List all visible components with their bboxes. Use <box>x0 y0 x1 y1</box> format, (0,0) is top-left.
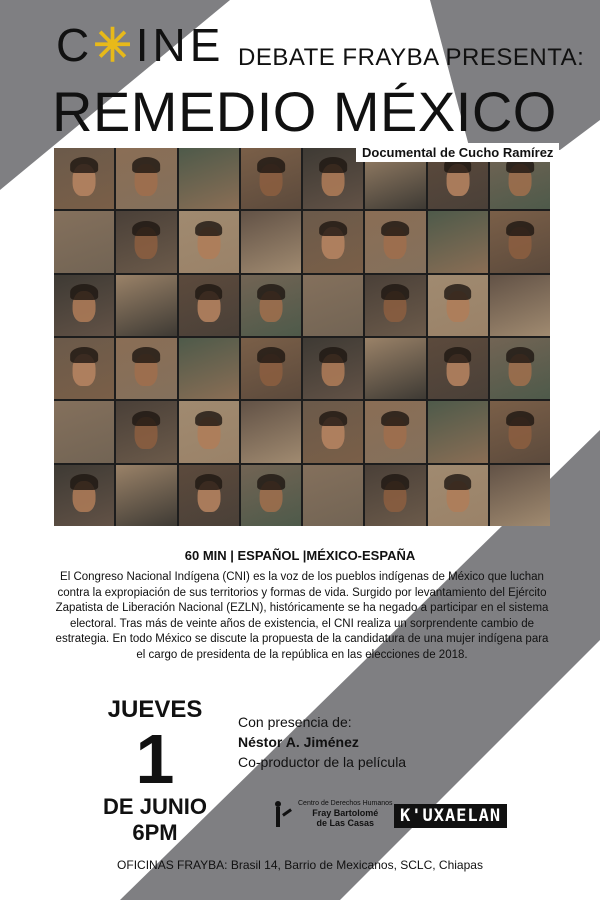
cine-logo <box>56 19 225 71</box>
collage-photo <box>303 148 363 209</box>
header-presenta: DEBATE FRAYBA PRESENTA: <box>238 44 585 71</box>
collage-photo <box>303 275 363 336</box>
collage-photo <box>241 465 301 526</box>
logo-letter-c: C <box>56 19 94 71</box>
collage-photo <box>179 338 239 399</box>
event-time: 6PM <box>132 820 178 845</box>
logo-letters-ine: INE <box>135 19 225 71</box>
collage-photo <box>490 275 550 336</box>
collage-photo <box>54 275 114 336</box>
collage-photo <box>365 338 425 399</box>
event-day-number: 1 <box>135 720 175 798</box>
guest-role: Co-productor de la película <box>238 754 407 770</box>
collage-photo <box>116 338 176 399</box>
collage-photo <box>116 401 176 462</box>
collage-photo <box>241 148 301 209</box>
collage-photo <box>303 401 363 462</box>
sun-icon: ✳ <box>93 19 136 71</box>
collage-photo <box>428 465 488 526</box>
film-title: REMEDIO MÉXICO <box>52 80 557 143</box>
collage-photo <box>179 465 239 526</box>
collage-photo <box>179 401 239 462</box>
photo-collage <box>54 148 550 526</box>
collage-photo <box>116 211 176 272</box>
collage-photo <box>490 401 550 462</box>
film-meta: 60 MIN | ESPAÑOL |MÉXICO-ESPAÑA <box>184 548 416 563</box>
collage-photo <box>54 211 114 272</box>
collage-photo <box>490 465 550 526</box>
film-subtitle: Documental de Cucho Ramírez <box>356 143 559 162</box>
collage-photo <box>365 465 425 526</box>
frayba-logo <box>272 800 393 828</box>
collage-photo <box>428 211 488 272</box>
collage-photo <box>54 148 114 209</box>
collage-photo <box>179 148 239 209</box>
event-day-label: JUEVES <box>107 696 203 723</box>
guest-intro: Con presencia de: <box>238 714 352 730</box>
collage-photo <box>490 211 550 272</box>
kuxaelan-logo: K'UXAELAN <box>394 804 507 828</box>
event-address: OFICINAS FRAYBA: Brasil 14, Barrio de Mexicanos, SCLC, Chiapas <box>117 858 483 872</box>
collage-photo <box>179 211 239 272</box>
collage-photo <box>116 148 176 209</box>
collage-photo <box>303 211 363 272</box>
collage-photo <box>365 211 425 272</box>
guest-info <box>238 712 406 772</box>
frayba-line1: Centro de Derechos Humanos <box>298 800 393 807</box>
frayba-mark-icon <box>272 801 292 827</box>
collage-photo <box>303 465 363 526</box>
collage-photo <box>303 338 363 399</box>
collage-photo <box>428 338 488 399</box>
collage-photo <box>365 401 425 462</box>
collage-photo <box>365 275 425 336</box>
collage-photo <box>428 275 488 336</box>
collage-photo <box>54 338 114 399</box>
collage-photo <box>241 275 301 336</box>
collage-photo <box>179 275 239 336</box>
collage-photo <box>490 338 550 399</box>
collage-photo <box>428 401 488 462</box>
frayba-line3: de Las Casas <box>316 818 375 828</box>
guest-name: Néstor A. Jiménez <box>238 734 359 750</box>
collage-photo <box>241 401 301 462</box>
collage-photo <box>116 275 176 336</box>
collage-photo <box>116 465 176 526</box>
collage-photo <box>241 211 301 272</box>
event-month: DE JUNIO <box>103 794 207 819</box>
frayba-line2: Fray Bartolomé <box>312 808 379 818</box>
collage-photo <box>54 401 114 462</box>
film-description: El Congreso Nacional Indígena (CNI) es la voz de los pueblos indígenas de México que luchan contra la expropiación de sus territorios y formas de vida. Surgido por levantamiento del Ejército Zapatista de Liberación Nacional (EZLN), históricamente se ha negado a participar en el sistema electoral. Tras más de veinte años de existencia, el CNI realiza un sorprendente cambio de estrategia. En todo México se discute la propuesta de la candidatura de una mujer indígena para el cargo de presidenta de la república en las elecciones de 2018. <box>55 571 549 661</box>
collage-photo <box>241 338 301 399</box>
frayba-name <box>298 800 393 828</box>
event-date <box>96 698 214 844</box>
collage-photo <box>54 465 114 526</box>
